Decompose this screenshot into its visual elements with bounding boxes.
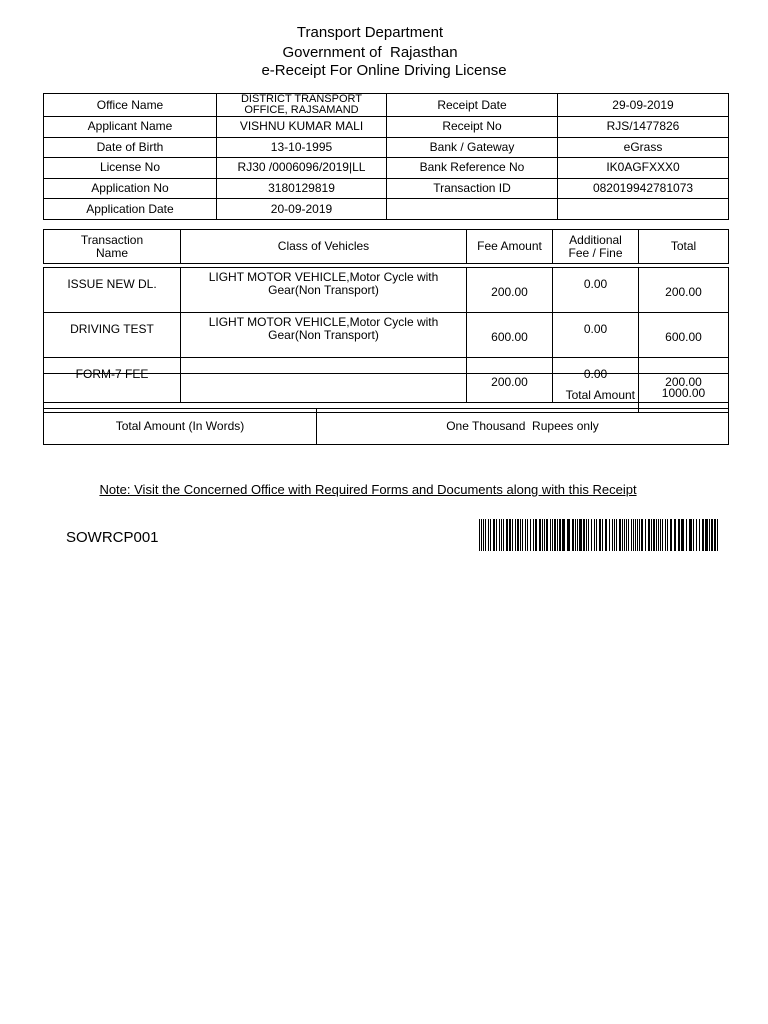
details-row [44,178,729,199]
barcode-bar [705,519,708,551]
barcode-bar [602,519,603,551]
fee-additional: 0.00 [553,268,639,313]
barcode-bar [499,519,500,551]
barcode-bar [653,519,655,551]
barcode-bar [562,519,565,551]
barcode-bar [503,519,504,551]
barcode-bar [544,519,545,551]
note-label: Note: Visit the Concerned Office with Required Forms and Documents along with this Receipt [99,482,637,497]
col-additional-fee: Additional Fee / Fine [553,230,639,264]
barcode-bar [512,519,513,551]
details-value: 13-10-1995 [217,137,387,158]
fee-row [44,313,729,358]
fee-row [44,268,729,313]
barcode-bar [612,519,613,551]
barcode-bar [645,519,646,551]
note-text [0,482,736,497]
barcode-bar [605,519,607,551]
fee-header-table [43,229,729,264]
barcode-bar [506,519,508,551]
barcode-bar [586,519,587,551]
fee-total: 200.00 [639,358,729,403]
barcode-bar [559,519,561,551]
barcode-icon [479,519,719,551]
details-label: Applicant Name [44,117,217,138]
amount-in-words-table [43,408,729,445]
details-label: Receipt No [387,117,558,138]
details-value [558,199,729,220]
details-value: VISHNU KUMAR MALI [217,117,387,138]
barcode-bar [509,519,511,551]
details-value: RJ30 /0006096/2019|LL [217,158,387,179]
barcode-bar [714,519,716,551]
header-department: Transport Department [296,24,444,41]
barcode-bar [552,519,553,551]
details-row [44,117,729,138]
barcode-bar [635,519,636,551]
details-label: Bank / Gateway [387,137,558,158]
barcode-bar [662,519,663,551]
fee-amount: 200.00 [467,358,553,403]
header-receipt-title: e-Receipt For Online Driving License [261,62,507,79]
barcode-bar [674,519,676,551]
barcode-bar [594,519,595,551]
col-total: Total [639,230,729,264]
barcode-bar [501,519,502,551]
barcode-bar [686,519,687,551]
barcode-bar [567,519,570,551]
fee-class-of-vehicles: LIGHT MOTOR VEHICLE,Motor Cycle with Gear(Non Transport) [181,313,467,358]
barcode-bar [628,519,629,551]
barcode-bar [619,519,621,551]
details-label: Receipt Date [387,94,558,117]
details-label [387,199,558,220]
barcode-bar [678,519,680,551]
barcode-bar [483,519,484,551]
barcode-bar [575,519,576,551]
barcode-bar [633,519,634,551]
barcode-bar [490,519,491,551]
form-code: SOWRCP001 [66,529,159,546]
barcode-bar [554,519,556,551]
barcode-bar [670,519,672,551]
barcode-bar [631,519,632,551]
barcode-bar [591,519,592,551]
barcode-bar [711,519,713,551]
barcode-bar [658,519,659,551]
barcode-bar [481,519,482,551]
details-label: Office Name [44,94,217,117]
barcode-bar [622,519,623,551]
details-row [44,158,729,179]
barcode-bar [689,519,692,551]
details-value: 29-09-2019 [558,94,729,117]
amount-in-words-label: Total Amount (In Words) [44,409,317,445]
fee-transaction-name: DRIVING TEST [44,313,181,358]
barcode-bar [660,519,661,551]
barcode-bar [546,519,548,551]
barcode-bar [557,519,558,551]
details-row [44,199,729,220]
barcode-bar [572,519,574,551]
barcode-bar [717,519,718,551]
barcode-bar [530,519,531,551]
details-label: Date of Birth [44,137,217,158]
details-label: Transaction ID [387,178,558,199]
barcode-bar [533,519,534,551]
fee-additional: 0.00 [553,313,639,358]
barcode-bar [542,519,543,551]
barcode-bar [599,519,601,551]
barcode-bar [479,519,480,551]
fee-amount: 200.00 [467,268,553,313]
details-label: Bank Reference No [387,158,558,179]
barcode-bar [656,519,657,551]
barcode-bar [651,519,652,551]
fee-transaction-name: FORM-7 FEE [44,358,181,403]
barcode-bar [522,519,523,551]
amount-in-words-value: One Thousand Rupees only [317,409,729,445]
barcode-bar [535,519,537,551]
barcode-bar [702,519,704,551]
barcode-bar [648,519,650,551]
barcode-bar [626,519,627,551]
details-label: Application Date [44,199,217,220]
barcode-bar [681,519,684,551]
details-value: RJS/1477826 [558,117,729,138]
details-value: DISTRICT TRANSPORT OFFICE, RAJSAMAND [217,94,387,117]
barcode-bar [699,519,700,551]
col-class-of-vehicles: Class of Vehicles [181,230,467,264]
details-value: 3180129819 [217,178,387,199]
col-transaction-name: Transaction Name [44,230,181,264]
barcode-bar [515,519,516,551]
col-fee-amount: Fee Amount [467,230,553,264]
barcode-bar [624,519,625,551]
details-value: 20-09-2019 [217,199,387,220]
barcode-bar [525,519,526,551]
details-value: 082019942781073 [558,178,729,199]
barcode-bar [485,519,486,551]
barcode-bar [696,519,697,551]
total-amount-label: Total Amount [44,374,639,413]
fee-class-of-vehicles: LIGHT MOTOR VEHICLE,Motor Cycle with Gear(Non Transport) [181,268,467,313]
barcode-bar [583,519,585,551]
barcode-bar [596,519,597,551]
barcode-bar [579,519,582,551]
fee-amount: 600.00 [467,313,553,358]
barcode-bar [639,519,640,551]
fee-total: 200.00 [639,268,729,313]
barcode-bar [496,519,497,551]
details-row [44,94,729,117]
barcode-bar [493,519,495,551]
barcode-bar [614,519,615,551]
barcode-bar [517,519,519,551]
barcode-bar [616,519,617,551]
total-amount-value: 1000.00 [639,374,729,413]
barcode-bar [527,519,528,551]
barcode-bar [709,519,710,551]
barcode-bar [665,519,666,551]
barcode-bar [637,519,638,551]
details-label: Application No [44,178,217,199]
header-government: Government of Rajasthan [282,44,458,61]
details-label: License No [44,158,217,179]
fee-transaction-name: ISSUE NEW DL. [44,268,181,313]
details-value: IK0AGFXXX0 [558,158,729,179]
details-row [44,137,729,158]
receipt-details-table [43,93,729,220]
barcode-bar [693,519,694,551]
fee-total: 600.00 [639,313,729,358]
barcode-bar [488,519,489,551]
barcode-bar [577,519,578,551]
barcode-bar [609,519,610,551]
barcode-bar [539,519,541,551]
barcode-bar [588,519,589,551]
barcode-bar [550,519,551,551]
fee-additional: 0.00 [553,358,639,403]
barcode-bar [667,519,668,551]
barcode-bar [520,519,521,551]
barcode-bar [641,519,643,551]
details-value: eGrass [558,137,729,158]
total-amount-table [43,373,729,413]
